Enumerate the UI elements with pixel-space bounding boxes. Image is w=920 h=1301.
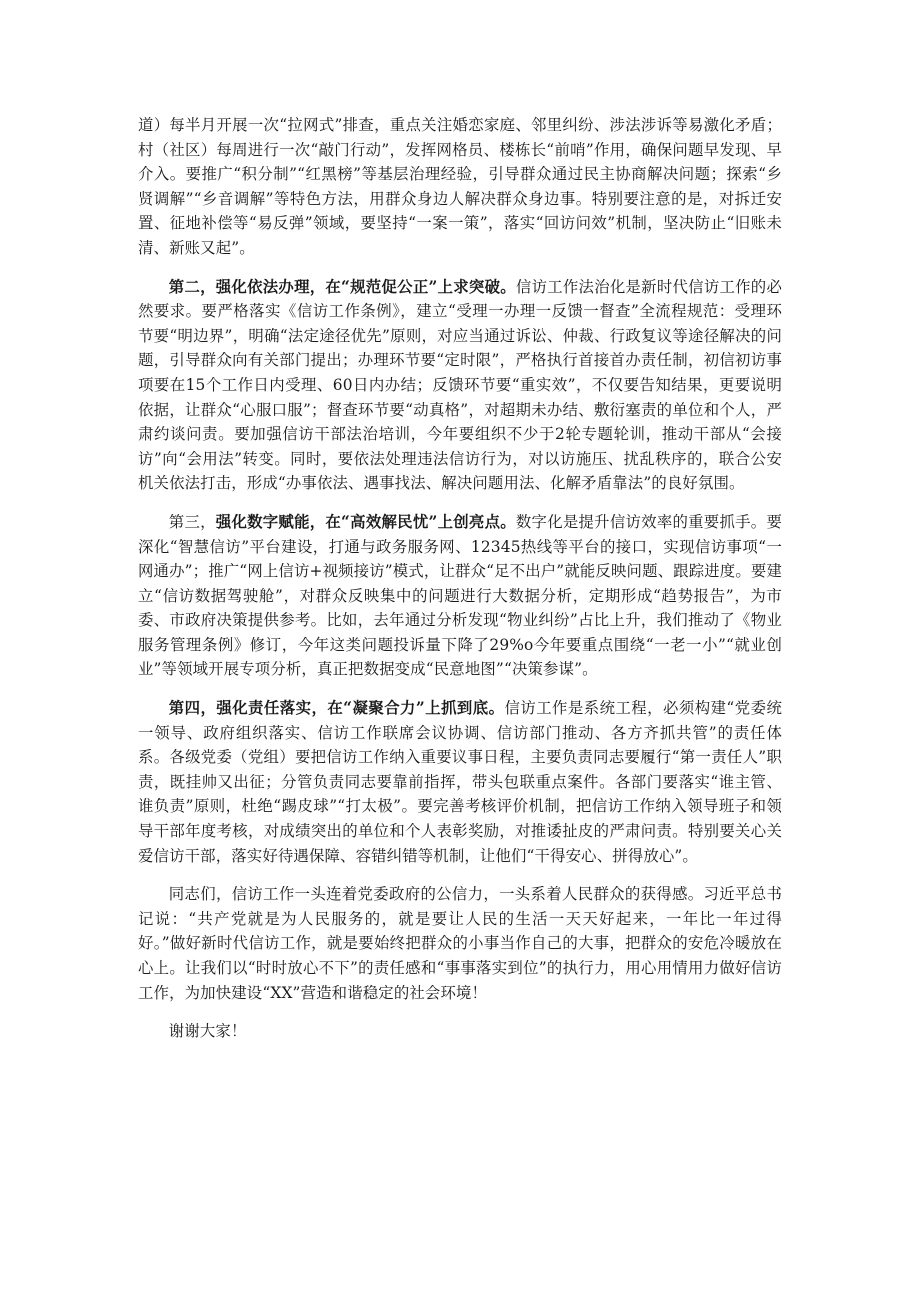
paragraph-4-heading: 第四，强化责任落实，在“凝聚合力”上抓到底。	[168, 699, 505, 718]
paragraph-4-body: 信访工作是系统工程，必须构建“党委统一领导、政府组织落实、信访工作联席会议协调、信访部门推动、各方齐抓共管”的责任体系。各级党委（党组）要把信访工作纳入重要议事日程，主要负责同志要履行“第一责任人”职责，既挂帅又出征；分管负责同志要靠前指挥，带头包联重点案件。各部门要落实“谁主管、谁负责”原则，杜绝“踢皮球”“打太极”。要完善考核评价机制，把信访工作纳入领导班子和领导干部年度考核，对成绩突出的单位和个人表彰奖励，对推诿扯皮的严肃问责。特别要关心关爱信访干部，落实好待遇保障、容错纠错等机制，让他们“干得安心、拼得放心”。	[138, 699, 782, 865]
paragraph-3-heading: 强化数字赋能，在“高效解民忧”上创亮点。	[215, 512, 516, 531]
paragraph-1-body: 道）每半月开展一次“拉网式”排查，重点关注婚恋家庭、邻里纠纷、涉法涉诉等易激化矛盾；村（社区）每周进行一次“敲门行动”，发挥网格员、楼栋长“前哨”作用，确保问题早发现、早介入。要推广“积分制”“红黑榜”等基层治理经验，引导群众通过民主协商解决问题；探索“乡贤调解”“乡音调解”等特色方法，用群众身边人解决群众身边事。特别要注意的是，对拆迁安置、征地补偿等“易反弹”领域，要坚持“一案一策”，落实“回访问效”机制，坚决防止“旧账未清、新账又起”。	[138, 116, 782, 257]
paragraph-5-body: 同志们，信访工作一头连着党委政府的公信力，一头系着人民群众的获得感。习近平总书记说：“共产党就是为人民服务的，就是要让人民的生活一天天好起来，一年比一年过得好。”做好新时代信访工作，就是要始终把群众的小事当作自己的大事，把群众的安危冷暖放在心上。让我们以“时时放心不下”的责任感和“事事落实到位”的执行力，用心用情用力做好信访工作，为加快建设“XX”营造和谐稳定的社会环境！	[138, 885, 782, 1002]
paragraph-2-heading: 第二，强化依法办理，在“规范促公正”上求突破。	[168, 277, 516, 296]
paragraph-5	[138, 882, 782, 1005]
paragraph-2	[138, 275, 782, 496]
paragraph-2-body: 信访工作法治化是新时代信访工作的必然要求。要严格落实《信访工作条例》，建立“受理一办理一反馈一督查”全流程规范：受理环节要“明边界”，明确“法定途径优先”原则，对应当通过诉讼、仲裁、行政复议等途径解决的问题，引导群众向有关部门提出；办理环节要“定时限”，严格执行首接首办责任制，初信初访事项要在15个工作日内受理、60日内办结；反馈环节要“重实效”，不仅要告知结果，更要说明依据，让群众“心服口服”；督查环节要“动真格”，对超期未办结、敷衍塞责的单位和个人，严肃约谈问责。要加强信访干部法治培训，今年要组织不少于2轮专题轮训，推动干部从“会接访”向“会用法”转变。同时，要依法处理违法信访行为，对以访施压、扰乱秩序的，联合公安机关依法打击，形成“办事依法、遇事找法、解决问题用法、化解矛盾靠法”的良好氛围。	[138, 277, 783, 493]
document-page	[138, 113, 782, 1058]
paragraph-4	[138, 696, 782, 868]
paragraph-3-ordinal: 第三，	[168, 512, 216, 531]
paragraph-3	[138, 510, 782, 682]
paragraph-3-body: 数字化是提升信访效率的重要抓手。要深化“智慧信访”平台建设，打通与政务服务网、12345热线等平台的接口，实现信访事项“一网通办”；推广“网上信访+视频接访”模式，让群众“足不出户”就能反映问题、跟踪进度。要建立“信访数据驾驶舱”，对群众反映集中的问题进行大数据分析，定期形成“趋势报告”，为市委、市政府决策提供参考。比如，去年通过分析发现“物业纠纷”占比上升，我们推动了《物业服务管理条例》修订，今年这类问题投诉量下降了29%o今年要重点围绕“一老一小”“就业创业”等领域开展专项分析，真正把数据变成“民意地图”“决策参谋”。	[138, 512, 782, 679]
closing-line: 谢谢大家！	[168, 1022, 247, 1041]
paragraph-1	[138, 113, 782, 261]
